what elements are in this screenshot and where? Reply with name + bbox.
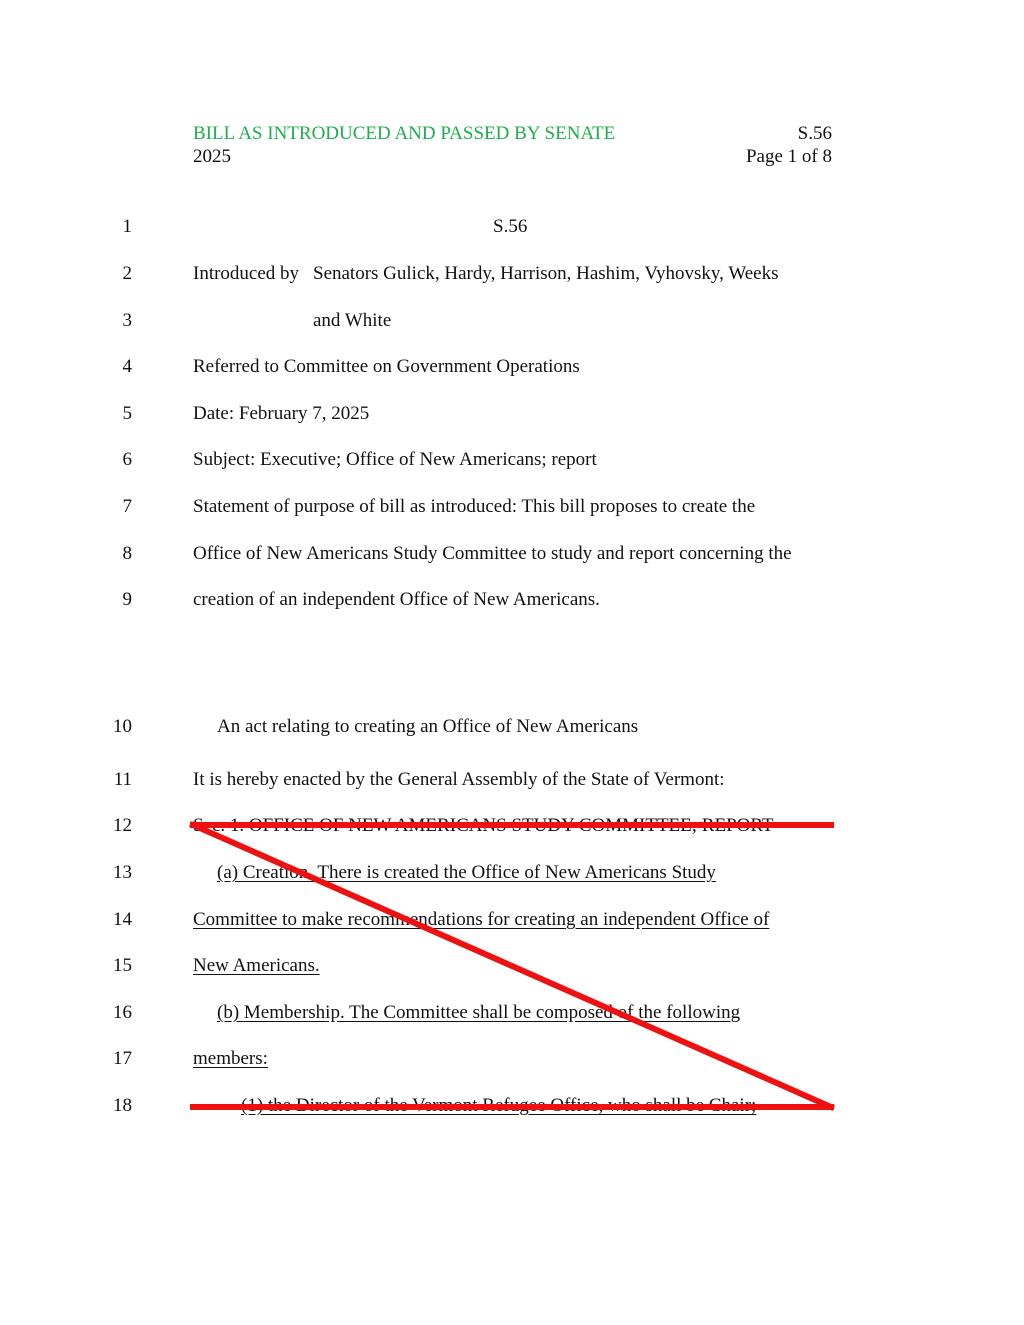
line-number: 3 (122, 310, 132, 331)
line-number: 10 (113, 716, 132, 737)
committee-referral: Referred to Committee on Government Operations (193, 356, 580, 377)
line-number: 15 (113, 955, 132, 976)
bill-number: S.56 (797, 123, 832, 144)
line-number: 4 (122, 356, 132, 377)
bill-date: Date: February 7, 2025 (193, 403, 370, 424)
bill-heading: S.56 (493, 216, 528, 237)
bill-subject: Subject: Executive; Office of New Americans; report (193, 449, 597, 470)
line-number: 14 (113, 909, 132, 930)
line-number: 11 (113, 769, 132, 790)
subsection-membership: members: (193, 1048, 268, 1069)
statement-of-purpose: Statement of purpose of bill as introduced: This bill proposes to create the (193, 496, 756, 517)
subsection-creation: (a) Creation. There is created the Office of New Americans Study (217, 862, 716, 883)
line-number: 9 (122, 589, 132, 610)
statement-of-purpose: creation of an independent Office of New Americans. (193, 589, 600, 610)
line-number: 8 (122, 543, 132, 564)
section-heading: Sec. 1. OFFICE OF NEW AMERICANS STUDY COMMITTEE; REPORT (193, 815, 774, 836)
line-number: 18 (113, 1095, 132, 1116)
line-number: 13 (113, 862, 132, 883)
line-number: 12 (113, 815, 132, 836)
page-indicator: Page 1 of 8 (745, 146, 832, 167)
line-number: 17 (113, 1048, 132, 1069)
enacting-clause: It is hereby enacted by the General Assembly of the State of Vermont: (193, 769, 725, 790)
line-number: 2 (122, 263, 132, 284)
subsection-creation: New Americans. (193, 955, 320, 976)
act-title: An act relating to creating an Office of New Americans (217, 716, 639, 737)
sponsors-list-continued: and White (313, 310, 392, 331)
bill-status-title: BILL AS INTRODUCED AND PASSED BY SENATE (193, 123, 616, 144)
membership-item: (1) the Director of the Vermont Refugee Office, who shall be Chair; (241, 1095, 757, 1116)
subsection-membership: (b) Membership. The Committee shall be composed of the following (217, 1002, 741, 1023)
statement-of-purpose: Office of New Americans Study Committee to study and report concerning the (193, 543, 792, 564)
line-number: 16 (113, 1002, 132, 1023)
subsection-creation: Committee to make recommendations for creating an independent Office of (193, 909, 770, 930)
line-number: 1 (122, 216, 132, 237)
sponsors-list: Senators Gulick, Hardy, Harrison, Hashim, Vyhovsky, Weeks (313, 263, 779, 284)
line-number: 6 (122, 449, 132, 470)
line-number: 5 (122, 403, 132, 424)
bill-year: 2025 (193, 146, 231, 167)
line-number: 7 (122, 496, 132, 517)
introduced-by-label: Introduced by (193, 263, 300, 284)
